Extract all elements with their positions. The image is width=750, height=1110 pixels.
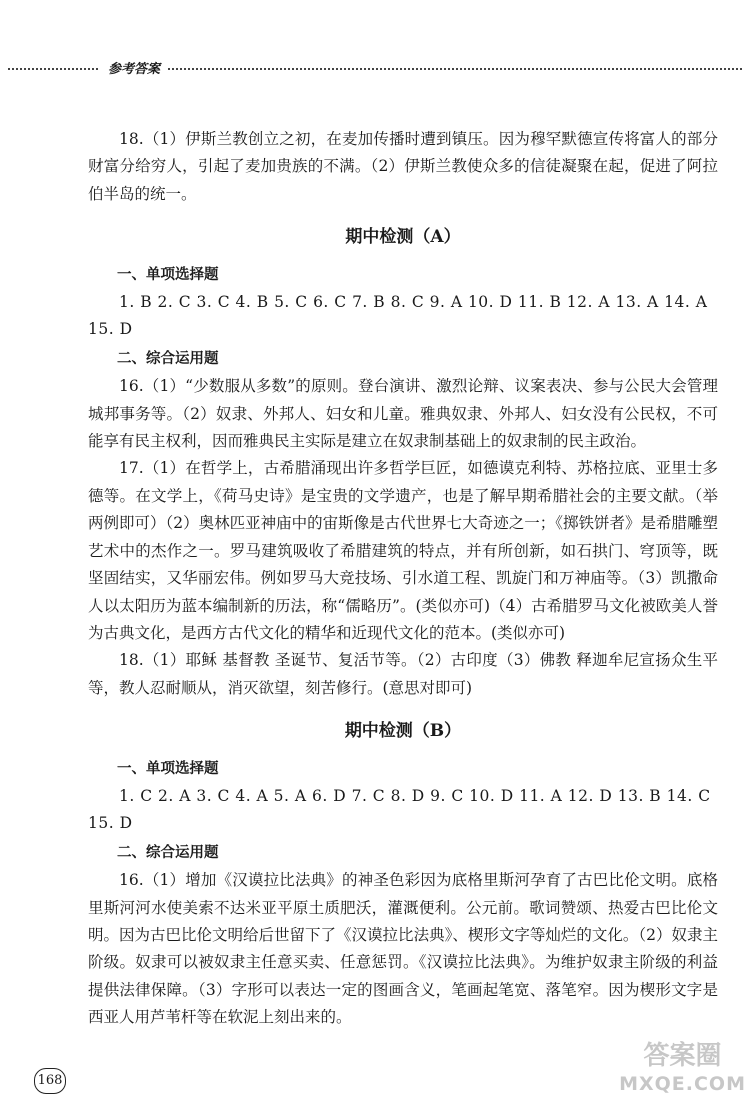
section-a-title: 期中检测（A） bbox=[345, 227, 461, 248]
section-a-choice-answers: 1. B 2. C 3. C 4. B 5. C 6. C 7. B 8. C 9. A 10. D 11. B 12. A 13. A 14. A 15. D bbox=[88, 293, 708, 339]
section-b-part2-title: 二、综合运用题 bbox=[117, 844, 219, 861]
section-a-part1-title: 一、单项选择题 bbox=[117, 266, 219, 283]
watermark-url: MXQE.COM bbox=[619, 1073, 746, 1095]
section-a-part2-title: 二、综合运用题 bbox=[117, 350, 219, 367]
section-a-q18: 18.（1）耶稣 基督教 圣诞节、复活节等。（2）古印度（3）佛教 释迦牟尼宣扬众生平等，教人忍耐顺从，消灭欲望，刻苦修行。(意思对即可) bbox=[88, 651, 718, 697]
watermark-logo bbox=[619, 1042, 746, 1098]
section-b-q16: 16.（1）增加《汉谟拉比法典》的神圣色彩因为底格里斯河孕育了古巴比伦文明。底格里斯河河水使美索不达米亚平原土质肥沃，灌溉便利。公元前。歌词赞颂、热爱古巴比伦文明。因为古巴比伦文明给后世留下了《汉谟拉比法典》、楔形文字等灿烂的文化。（2）奴隶主阶级。奴隶可以被奴隶主任意买卖、任意惩罚。《汉谟拉比法典》。为维护奴隶主阶级的利益提供法律保障。（3）字形可以表达一定的图画含义，笔画起笔宽、落笔窄。因为楔形文字是西亚人用芦苇杆等在软泥上刻出来的。 bbox=[88, 871, 718, 1027]
question-18-answer: 18.（1）伊斯兰教创立之初，在麦加传播时遭到镇压。因为穆罕默德宣传将富人的部分财富分给穷人，引起了麦加贵族的不满。（2）伊斯兰教使众多的信徒凝聚在起，促进了阿拉伯半岛的统一。 bbox=[88, 130, 718, 203]
header-label: 参考答案 bbox=[100, 58, 168, 77]
watermark-text: 答案圈 bbox=[643, 1041, 722, 1071]
section-b-title: 期中检测（B） bbox=[344, 721, 462, 742]
section-a-q17: 17.（1）在哲学上，古希腊涌现出许多哲学巨匠，如德谟克利特、苏格拉底、亚里士多德等。在文学上，《荷马史诗》是宝贵的文学遗产，也是了解早期希腊社会的主要文献。（举两例即可）（2）奥林匹亚神庙中的宙斯像是古代世界七大奇迹之一；《掷铁饼者》是希腊雕塑艺术中的杰作之一。罗马建筑吸收了希腊建筑的特点，并有所创新，如石拱门、穹顶等，既坚固结实，又华丽宏伟。例如罗马大竞技场、引水道工程、凯旋门和万神庙等。（3）凯撒命人以太阳历为蓝本编制新的历法，称“儒略历”。(类似亦可)（4）古希腊罗马文化被欧美人誉为古典文化，是西方古代文化的精华和近现代文化的范本。(类似亦可) bbox=[88, 459, 718, 642]
section-a-q16: 16.（1）“少数服从多数”的原则。登台演讲、激烈论辩、议案表决、参与公民大会管理城邦事务等。（2）奴隶、外邦人、妇女和儿童。雅典奴隶、外邦人、妇女没有公民权，不可能享有民主权利，因而雅典民主实际是建立在奴隶制基础上的奴隶制的民主政治。 bbox=[88, 377, 718, 451]
section-b-choice-answers: 1. C 2. A 3. C 4. A 5. A 6. D 7. C 8. D 9. C 10. D 11. A 12. D 13. B 14. C 15. D bbox=[88, 786, 711, 833]
page-number: 168 bbox=[34, 1068, 66, 1094]
answer-content bbox=[88, 126, 718, 1032]
section-b-part1-title: 一、单项选择题 bbox=[117, 760, 219, 777]
